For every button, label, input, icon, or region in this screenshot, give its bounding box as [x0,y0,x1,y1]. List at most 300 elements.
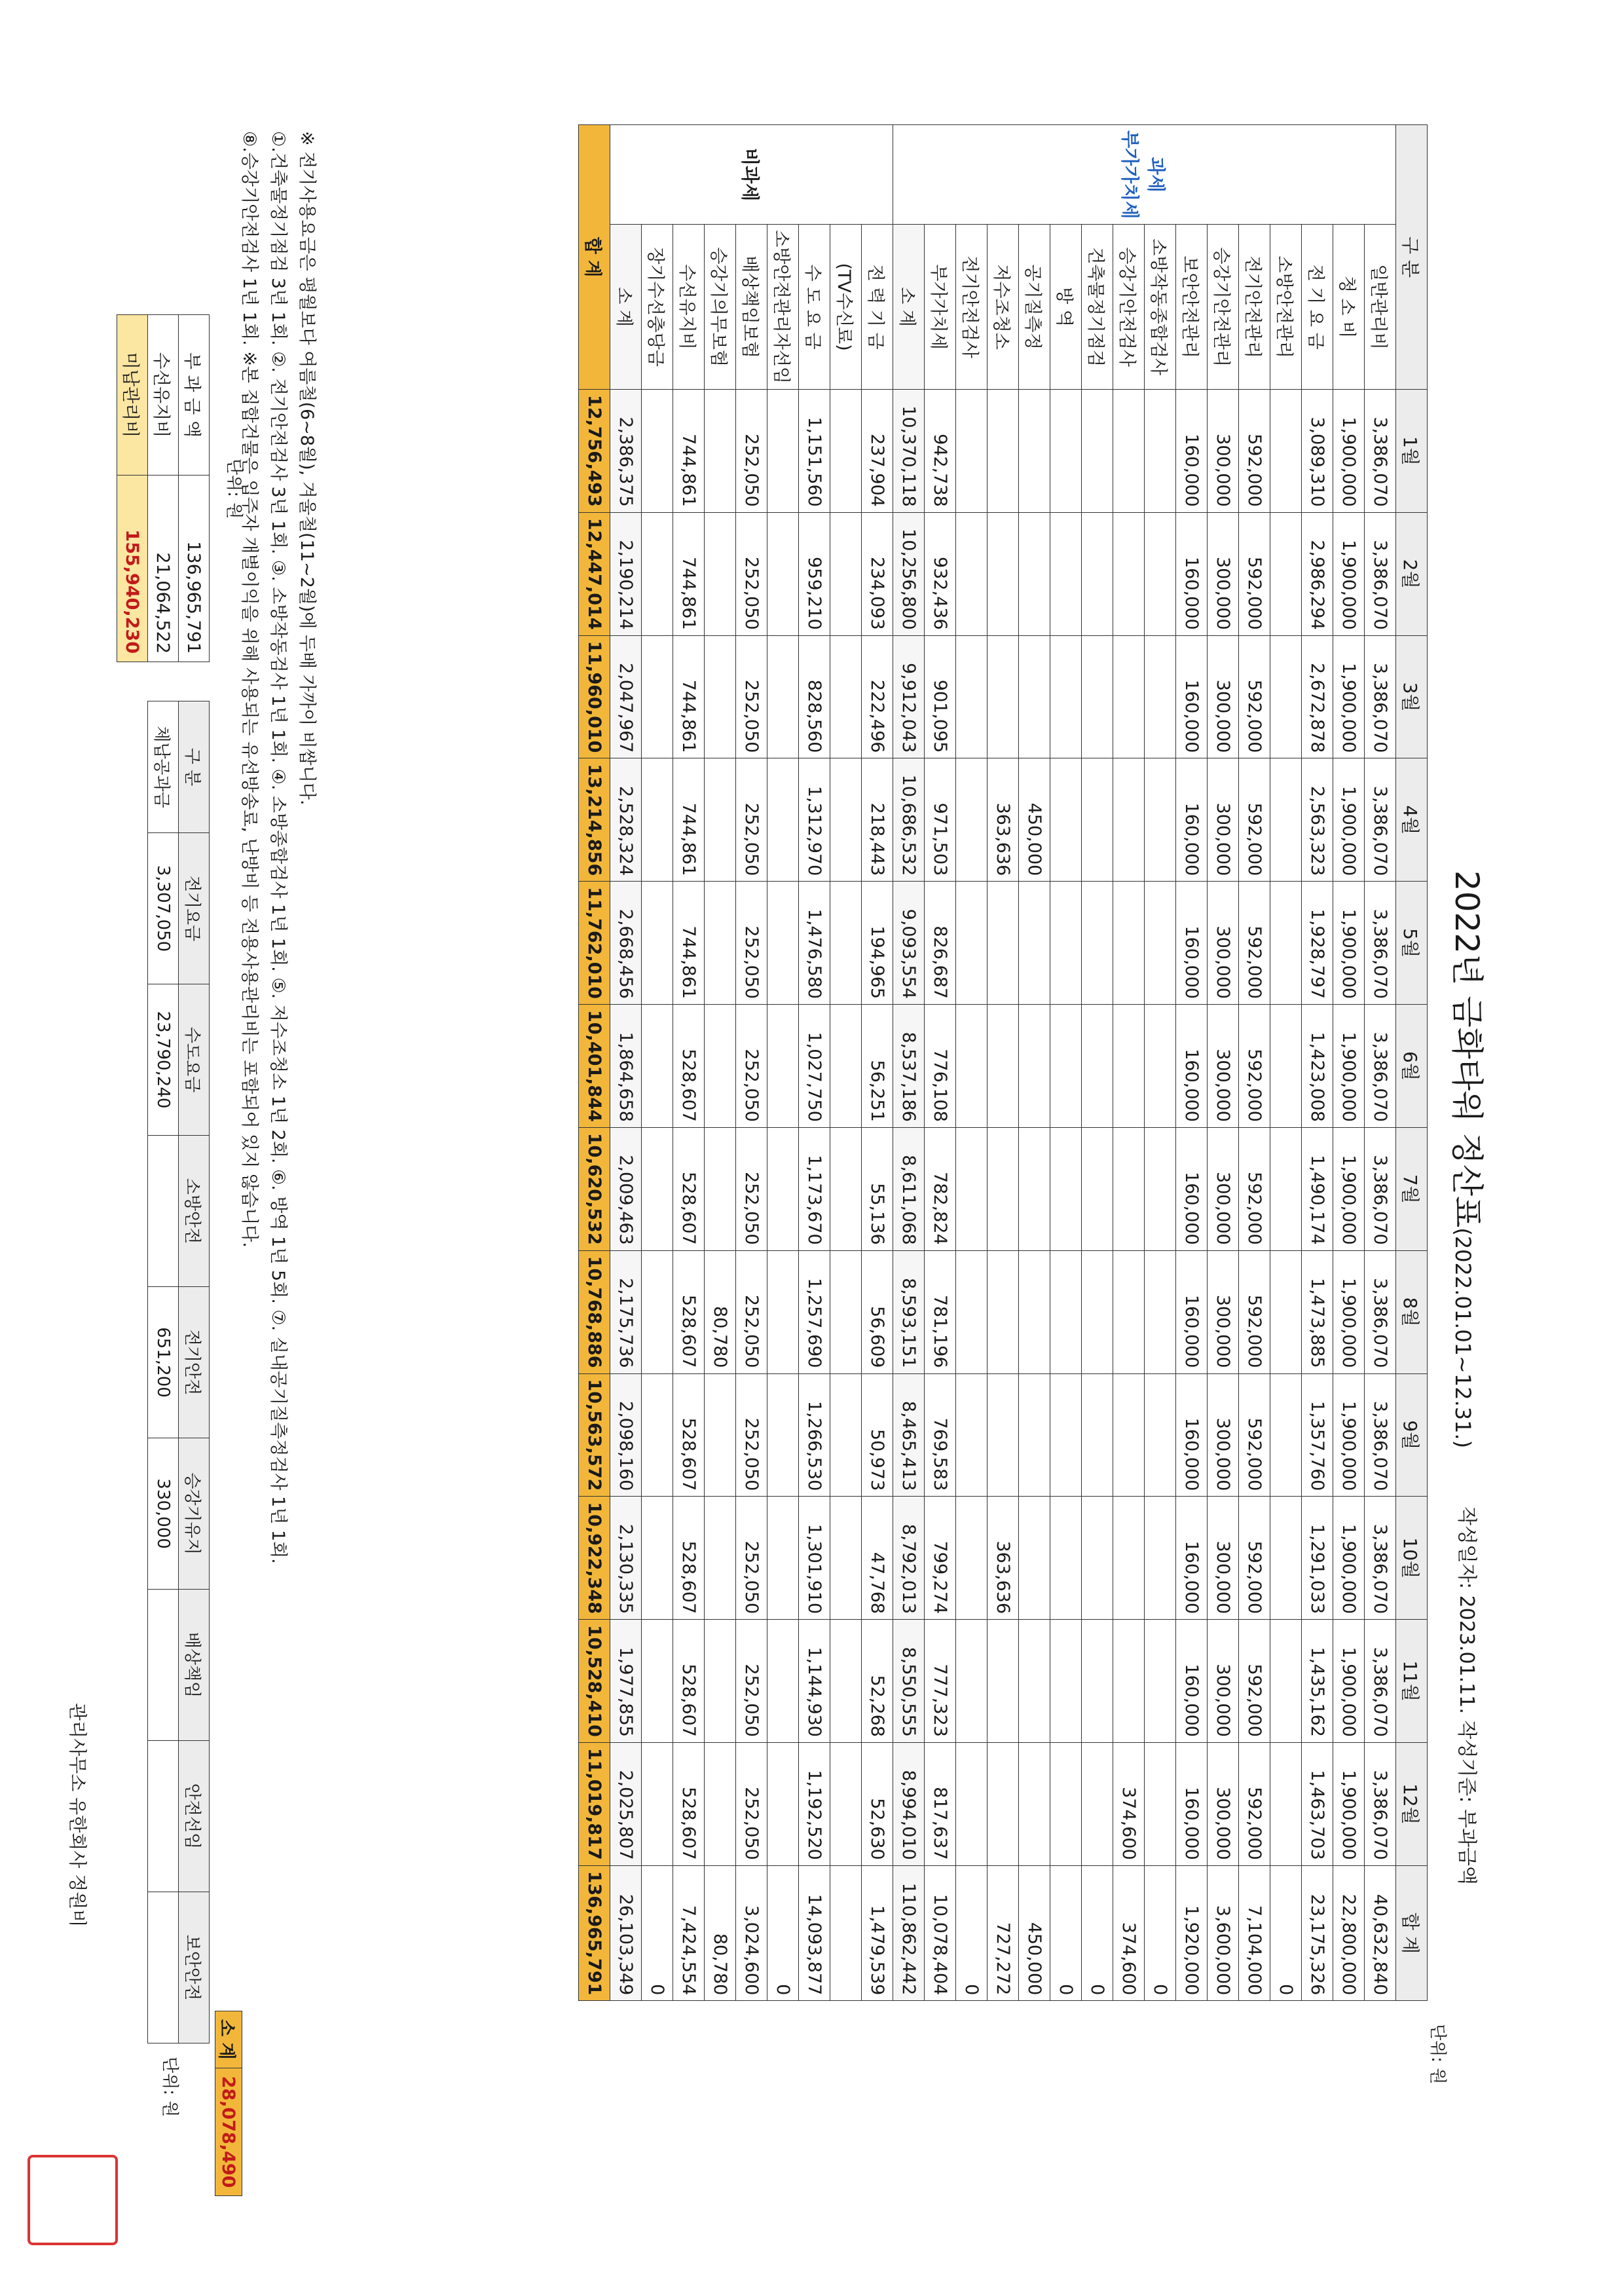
table-cell [1082,1620,1113,1743]
table-cell: 300,000 [1208,1497,1239,1620]
table-cell: 160,000 [1176,390,1208,513]
table-cell: 592,000 [1239,1127,1270,1250]
arrears-cell [148,1590,179,1741]
table-cell: 3,386,070 [1365,882,1396,1005]
table-cell [1019,512,1050,635]
table-cell [1113,1127,1145,1250]
table-cell: 10,768,886 [579,1250,610,1373]
table-cell [705,635,736,758]
table-row [1270,125,1302,2001]
table-cell: 3,386,070 [1365,1497,1396,1620]
table-cell: 3,386,070 [1365,1742,1396,1865]
arrears-cell: 체납공과금 [148,701,179,833]
table-cell: 300,000 [1208,1742,1239,1865]
table-cell: 80,780 [705,1250,736,1373]
table-cell [987,882,1019,1005]
table-cell: 252,050 [736,1497,767,1620]
table-row [1239,125,1270,2001]
table-cell [767,1497,799,1620]
table-cell: 1,900,000 [1333,512,1365,635]
table-cell [956,1497,987,1620]
table-cell: 252,050 [736,1005,767,1128]
table-cell [1019,1005,1050,1128]
table-cell [705,758,736,882]
table-cell [767,1620,799,1743]
table-cell: 300,000 [1208,1005,1239,1128]
table-cell [830,1127,862,1250]
table-cell [956,390,987,513]
table-cell [1113,1497,1145,1620]
table-cell: 0 [767,1865,799,2001]
table-cell [956,635,987,758]
table-row [1208,125,1239,2001]
arrears-table [147,701,210,2043]
table-cell: 218,443 [862,758,893,882]
table-cell [1270,882,1302,1005]
table-cell: 1,977,855 [610,1620,642,1743]
table-cell: 744,861 [673,512,705,635]
table-cell [1019,390,1050,513]
table-cell: 0 [642,1865,673,2001]
arrears-header-cell: 안전선임 [179,1741,210,1892]
row-label: 부가가치세 [925,225,956,390]
table-cell: 776,108 [925,1005,956,1128]
table-cell [767,635,799,758]
table-row [987,125,1019,2001]
table-cell [1145,1250,1176,1373]
table-cell: 160,000 [1176,1620,1208,1743]
table-cell: 363,636 [987,758,1019,882]
table-cell: 300,000 [1208,390,1239,513]
table-cell: 160,000 [1176,1742,1208,1865]
group-label-line: 부가가치세 [1119,130,1141,219]
table-cell: 252,050 [736,1742,767,1865]
table-cell: 1,476,580 [799,882,830,1005]
table-cell [1019,1127,1050,1250]
table-cell [1050,758,1082,882]
table-cell: 8,994,010 [893,1742,925,1865]
table-cell: 528,607 [673,1742,705,1865]
row-label: 일반관리비 [1365,225,1396,390]
table-row [1333,125,1365,2001]
table-cell: 528,607 [673,1620,705,1743]
group-label-taxed [893,125,1396,225]
table-cell: 3,024,600 [736,1865,767,2001]
table-cell: 592,000 [1239,1250,1270,1373]
table-cell: 2,528,324 [610,758,642,882]
table-cell: 2,190,214 [610,512,642,635]
settlement-table [578,124,1428,2001]
row-label: 저수조청소 [987,225,1019,390]
table-cell [767,1005,799,1128]
table-cell: 194,965 [862,882,893,1005]
table-cell: 55,136 [862,1127,893,1250]
table-cell [1270,1250,1302,1373]
table-cell [1082,635,1113,758]
table-cell [642,1127,673,1250]
table-cell [830,1373,862,1497]
table-cell: 80,780 [705,1865,736,2001]
month-header: 2월 [1396,512,1428,635]
table-cell: 12,447,014 [579,512,610,635]
arrears-header-cell: 배상책임 [179,1590,210,1741]
table-cell: 8,550,555 [893,1620,925,1743]
table-cell: 1,900,000 [1333,635,1365,758]
table-row [1050,125,1082,2001]
table-cell [987,390,1019,513]
table-cell: 10,370,118 [893,390,925,513]
table-cell: 3,386,070 [1365,1373,1396,1497]
table-cell [956,1620,987,1743]
table-cell: 781,196 [925,1250,956,1373]
row-label: 수 도 요 금 [799,225,830,390]
row-label: 수선유지비 [673,225,705,390]
table-cell: 1,257,690 [799,1250,830,1373]
table-cell: 528,607 [673,1005,705,1128]
table-cell [1050,1742,1082,1865]
table-cell: 1,266,530 [799,1373,830,1497]
row-label: 전기안전검사 [956,225,987,390]
table-cell: 252,050 [736,512,767,635]
table-cell: 50,973 [862,1373,893,1497]
table-cell [1082,1127,1113,1250]
table-cell: 0 [956,1865,987,2001]
table-cell: 47,768 [862,1497,893,1620]
table-cell: 160,000 [1176,635,1208,758]
table-cell: 592,000 [1239,635,1270,758]
table-cell [1145,1742,1176,1865]
table-cell: 10,401,844 [579,1005,610,1128]
table-cell [767,1127,799,1250]
table-cell: 1,900,000 [1333,1127,1365,1250]
table-cell: 9,912,043 [893,635,925,758]
table-cell: 56,251 [862,1005,893,1128]
month-header: 합 계 [1396,1865,1428,2001]
row-label: 청 소 비 [1333,225,1365,390]
table-cell: 52,268 [862,1620,893,1743]
row-label: 승강기의무보험 [705,225,736,390]
table-cell [1270,512,1302,635]
table-cell: 8,465,413 [893,1373,925,1497]
table-cell: 777,323 [925,1620,956,1743]
table-cell: 1,291,033 [1302,1497,1333,1620]
table-cell: 11,762,010 [579,882,610,1005]
table-cell [705,1497,736,1620]
table-cell [1145,1005,1176,1128]
table-cell: 2,098,160 [610,1373,642,1497]
table-cell [642,1620,673,1743]
arrears-cell: 23,790,240 [148,984,179,1136]
table-cell: 252,050 [736,1373,767,1497]
table-cell: 252,050 [736,390,767,513]
row-label: 방 역 [1050,225,1082,390]
table-cell [642,1497,673,1620]
table-cell: 592,000 [1239,512,1270,635]
table-cell: 234,093 [862,512,893,635]
table-cell: 826,687 [925,882,956,1005]
table-cell: 528,607 [673,1127,705,1250]
row-label: 장기수선충당금 [642,225,673,390]
table-cell [705,1127,736,1250]
table-cell: 252,050 [736,635,767,758]
title-period: (2022.01.01~12.31.) [1450,1227,1475,1449]
table-cell [1145,882,1176,1005]
row-label: 전기안전관리 [1239,225,1270,390]
table-cell: 0 [1082,1865,1113,2001]
title-text: 2022년 금화타워 정산표 [1448,870,1486,1228]
table-row [1082,125,1113,2001]
table-row [1176,125,1208,2001]
table-cell [1050,1250,1082,1373]
table-cell: 1,900,000 [1333,390,1365,513]
table-cell [1050,390,1082,513]
table-cell: 0 [1050,1865,1082,2001]
table-cell: 1,357,760 [1302,1373,1333,1497]
table-cell: 592,000 [1239,1005,1270,1128]
table-cell [642,635,673,758]
row-label: 전 력 기 금 [862,225,893,390]
table-cell: 1,490,174 [1302,1127,1333,1250]
table-cell: 300,000 [1208,1127,1239,1250]
summary-value: 136,965,791 [179,476,210,662]
table-cell: 300,000 [1208,512,1239,635]
table-cell [1113,1250,1145,1373]
table-cell: 10,922,348 [579,1497,610,1620]
table-cell: 136,965,791 [579,1865,610,2001]
table-cell: 252,050 [736,1250,767,1373]
table-cell: 8,593,151 [893,1250,925,1373]
table-cell [642,390,673,513]
table-cell [830,758,862,882]
table-cell: 1,900,000 [1333,1250,1365,1373]
table-cell: 300,000 [1208,882,1239,1005]
table-cell: 7,104,000 [1239,1865,1270,2001]
table-cell [1270,1005,1302,1128]
summary-value: 155,940,230 [117,476,148,662]
month-header: 5월 [1396,882,1428,1005]
arrears-cell [148,1136,179,1287]
table-cell: 160,000 [1176,512,1208,635]
table-cell [1145,1373,1176,1497]
signature-text: 관리사무소 유한회사 정원비 [67,1703,88,1928]
table-cell [987,1373,1019,1497]
table-cell: 300,000 [1208,1250,1239,1373]
table-row [705,125,736,2001]
table-cell: 2,386,375 [610,390,642,513]
table-cell [830,1620,862,1743]
table-cell: 1,900,000 [1333,758,1365,882]
table-cell: 13,214,856 [579,758,610,882]
table-cell: 1,900,000 [1333,1620,1365,1743]
row-label: 승강기안전관리 [1208,225,1239,390]
table-cell: 799,274 [925,1497,956,1620]
summary-key: 수선유지비 [148,315,179,476]
table-cell [987,1620,1019,1743]
table-row [925,125,956,2001]
table-cell [767,390,799,513]
table-cell: 1,312,970 [799,758,830,882]
subtotal-row [610,125,642,2001]
table-cell: 2,668,456 [610,882,642,1005]
table-cell: 0 [1270,1865,1302,2001]
table-cell: 2,986,294 [1302,512,1333,635]
table-cell: 252,050 [736,1127,767,1250]
table-cell [1270,1127,1302,1250]
table-cell [1019,882,1050,1005]
table-cell: 1,463,703 [1302,1742,1333,1865]
table-cell [1050,1373,1082,1497]
table-cell: 222,496 [862,635,893,758]
table-cell: 160,000 [1176,1373,1208,1497]
table-cell [987,512,1019,635]
summary-table [117,314,210,662]
month-header: 1월 [1396,390,1428,513]
table-cell [956,882,987,1005]
table-cell: 52,630 [862,1742,893,1865]
table-cell [1270,390,1302,513]
table-cell [1082,1250,1113,1373]
table-cell: 592,000 [1239,390,1270,513]
row-label: 합 계 [579,125,610,390]
table-cell: 1,900,000 [1333,1497,1365,1620]
table-cell: 10,256,800 [893,512,925,635]
table-cell: 8,792,013 [893,1497,925,1620]
table-cell: 300,000 [1208,758,1239,882]
table-cell [1270,1497,1302,1620]
table-cell: 11,019,817 [579,1742,610,1865]
table-cell [1270,635,1302,758]
month-header: 6월 [1396,1005,1428,1128]
arrears-cell [148,1892,179,2043]
arrears-unit-label: 단위: 원 [160,2057,179,2118]
table-cell: 7,424,554 [673,1865,705,2001]
summary-key: 부 과 금 액 [179,315,210,476]
table-cell: 592,000 [1239,1373,1270,1497]
table-cell [1145,635,1176,758]
table-cell: 528,607 [673,1497,705,1620]
arrears-total-box [215,2011,242,2196]
table-cell [1082,1497,1113,1620]
table-cell [767,512,799,635]
month-header: 12월 [1396,1742,1428,1865]
table-cell: 2,009,463 [610,1127,642,1250]
table-cell: 1,473,885 [1302,1250,1333,1373]
table-row [1145,125,1176,2001]
table-cell: 1,900,000 [1333,1373,1365,1497]
table-cell [1270,1620,1302,1743]
table-cell [987,1250,1019,1373]
table-cell: 1,928,797 [1302,882,1333,1005]
footnotes [234,131,321,1564]
unit-label: 단위: 원 [1428,2024,1447,2085]
table-cell: 160,000 [1176,1005,1208,1128]
month-header: 7월 [1396,1127,1428,1250]
table-cell: 1,192,520 [799,1742,830,1865]
row-label: 소 계 [893,225,925,390]
row-label: (TV수신료) [830,225,862,390]
month-header: 11월 [1396,1620,1428,1743]
table-cell: 3,089,310 [1302,390,1333,513]
table-cell [956,1127,987,1250]
table-cell: 1,027,750 [799,1005,830,1128]
table-cell: 744,861 [673,635,705,758]
table-cell: 744,861 [673,390,705,513]
table-cell: 10,620,532 [579,1127,610,1250]
table-cell: 450,000 [1019,758,1050,882]
table-cell: 56,609 [862,1250,893,1373]
table-header-row [1396,125,1428,2001]
grand-total-row [579,125,610,2001]
table-cell [1082,1742,1113,1865]
table-cell: 300,000 [1208,1373,1239,1497]
table-cell [705,1373,736,1497]
table-cell [1145,512,1176,635]
row-label: 소방작동종합검사 [1145,225,1176,390]
table-cell [1082,882,1113,1005]
table-cell [642,512,673,635]
table-cell: 10,528,410 [579,1620,610,1743]
page-title [1446,734,1493,1585]
table-cell: 1,900,000 [1333,1742,1365,1865]
table-cell: 8,611,068 [893,1127,925,1250]
month-header: 9월 [1396,1373,1428,1497]
table-cell [1082,1005,1113,1128]
table-cell [1145,1497,1176,1620]
arrears-header-cell: 소방안전 [179,1136,210,1287]
table-cell [1113,512,1145,635]
table-cell: 0 [1145,1865,1176,2001]
table-cell: 2,130,335 [610,1497,642,1620]
table-cell: 592,000 [1239,758,1270,882]
table-cell: 1,301,910 [799,1497,830,1620]
table-cell [1113,882,1145,1005]
footnote-line: ⑧.승강기안전검사 1년 1회. ※본 집합건물은 입주자 개별이익을 위해 사용되는 유선방송료, 난방비 등 전용사용관리비는 포함되어 있지 않습니다. [239,131,259,1248]
table-cell [956,758,987,882]
table-cell: 2,025,807 [610,1742,642,1865]
table-cell [767,758,799,882]
table-cell [642,1742,673,1865]
table-cell [767,882,799,1005]
table-cell: 10,078,404 [925,1865,956,2001]
table-cell [1050,1497,1082,1620]
table-cell [830,1865,862,2001]
arrears-cell: 330,000 [148,1438,179,1590]
table-cell [642,758,673,882]
table-cell: 300,000 [1208,1620,1239,1743]
table-cell [642,1373,673,1497]
table-cell [956,1005,987,1128]
group-label-nontaxed: 비과세 [610,125,893,225]
table-cell [1145,390,1176,513]
table-cell: 3,386,070 [1365,512,1396,635]
table-cell [1145,1620,1176,1743]
table-cell: 3,386,070 [1365,1250,1396,1373]
table-cell [830,635,862,758]
month-header: 4월 [1396,758,1428,882]
table-cell: 3,386,070 [1365,758,1396,882]
table-cell [767,1373,799,1497]
table-row [1365,125,1396,2001]
table-cell [1050,882,1082,1005]
table-cell: 363,636 [987,1497,1019,1620]
summary-row-highlight [117,315,148,662]
table-cell [705,1742,736,1865]
table-row [956,125,987,2001]
table-cell: 160,000 [1176,1127,1208,1250]
table-cell: 828,560 [799,635,830,758]
table-row [830,125,862,2001]
table-cell [830,1497,862,1620]
